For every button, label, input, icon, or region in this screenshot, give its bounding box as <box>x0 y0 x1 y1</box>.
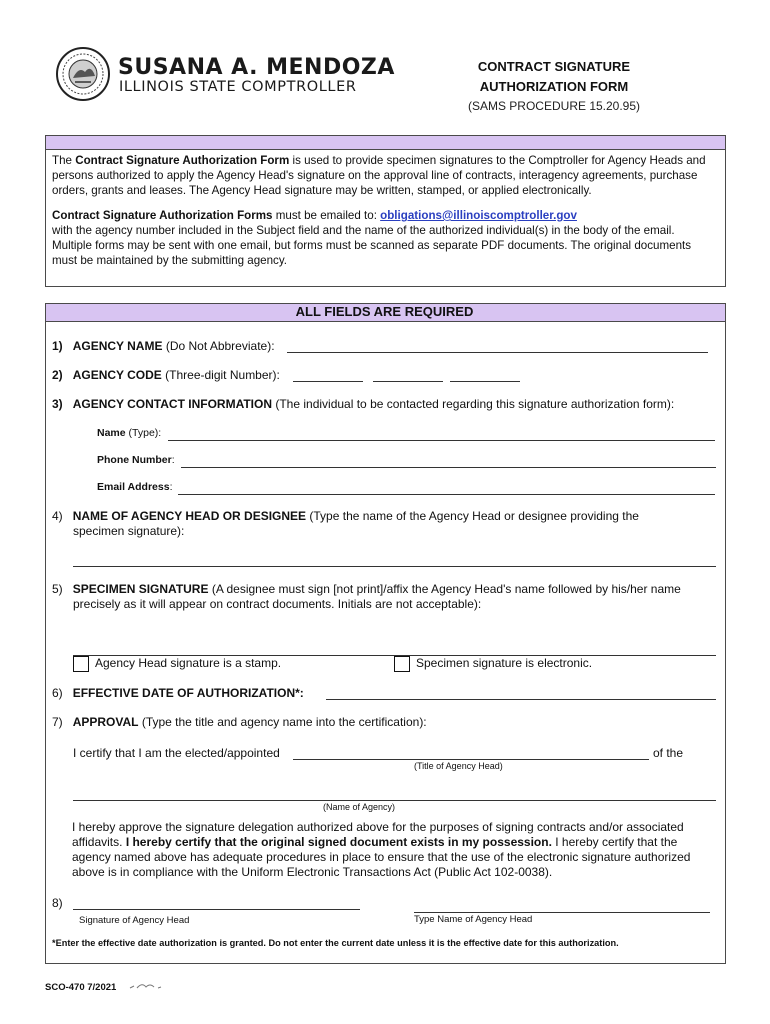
agency-head-name-field[interactable] <box>73 552 716 567</box>
agency-code-field-2[interactable] <box>373 365 443 382</box>
type-name-caption: Type Name of Agency Head <box>414 914 533 925</box>
certify-tail: of the <box>653 746 684 760</box>
q1-label: 1) AGENCY NAME (Do Not Abbreviate): <box>52 339 275 353</box>
contact-email-field[interactable] <box>178 478 715 495</box>
comptroller-office: ILLINOIS STATE COMPTROLLER <box>119 79 357 95</box>
agency-head-signature-field[interactable] <box>73 895 360 910</box>
contact-phone-field[interactable] <box>181 451 716 468</box>
electronic-checkbox[interactable] <box>394 656 410 672</box>
stamp-option: Agency Head signature is a stamp. <box>73 656 281 672</box>
contact-name-field[interactable] <box>168 424 715 441</box>
q4-label: 4) NAME OF AGENCY HEAD OR DESIGNEE (Type the name of the Agency Head or designee providing the <box>52 509 639 523</box>
form-id: SCO-470 7/2021 <box>45 982 117 993</box>
email-link[interactable]: obligations@illinoiscomptroller.gov <box>380 209 577 222</box>
agency-code-field-3[interactable] <box>450 365 520 382</box>
agency-name-cert-field[interactable] <box>73 786 716 801</box>
q2-label: 2) AGENCY CODE (Three-digit Number): <box>52 368 280 382</box>
intro-text: The Contract Signature Authorization Form is used to provide specimen signatures to the Comptroller for Agency Heads and persons authorized to apply the Agency Head's signature on the approval line of contracts, interagency agreements, purchase orders, grants and leases. The Agency Head signature may be written, stamped, or applied electronically. Contract Signature Authorization Forms must be emailed to: obligations@illinoiscomptroller.gov with the agency number included in the Subject field and the name of the authorized individual(s) in the body of the email. Multiple forms may be sent with one email, but forms must be scanned as separate PDF documents. The original documents must be maintained by the submitting agency. <box>52 154 706 267</box>
q7-label: 7) APPROVAL (Type the title and agency name into the certification): <box>52 715 427 729</box>
q4-label-line2: specimen signature): <box>73 524 185 538</box>
contact-phone-label: Phone Number: <box>97 454 175 466</box>
electronic-option: Specimen signature is electronic. <box>394 656 592 672</box>
agency-code-field-1[interactable] <box>293 365 363 382</box>
approval-statement: I hereby approve the signature delegation authorized above for the purposes of signing contracts and/or associated affidavits. I hereby certify that the original signed document exists in my possession. I hereby certify that the agency named above has adequate procedures in place to ensure that the use of the electronic signature authorized above is in compliance with the Uniform Electronic Transactions Act (Public Act 102-0038). <box>72 820 691 879</box>
title-caption: (Title of Agency Head) <box>414 761 503 771</box>
footnote: *Enter the effective date authorization is granted. Do not enter the current date unless it is the effective date for this authorization. <box>52 938 619 948</box>
q5-label: 5) SPECIMEN SIGNATURE (A designee must sign [not print]/affix the Agency Head's name followed by his/her name <box>52 582 681 596</box>
q8-label: 8) <box>52 896 63 910</box>
q5-label-line2: precisely as it will appear on contract documents. Initials are not acceptable): <box>73 597 482 611</box>
comptroller-name: SUSANA A. MENDOZA <box>118 55 395 80</box>
agency-caption: (Name of Agency) <box>323 802 396 812</box>
certify-lead: I certify that I am the elected/appointed <box>73 746 280 760</box>
stamp-checkbox[interactable] <box>73 656 89 672</box>
agency-head-title-field[interactable] <box>293 743 649 760</box>
q3-label: 3) AGENCY CONTACT INFORMATION (The individual to be contacted regarding this signature authorization form): <box>52 397 675 411</box>
contact-email-label: Email Address: <box>97 481 173 493</box>
footer-mark-icon <box>128 980 164 992</box>
agency-head-typed-name-field[interactable] <box>414 898 710 913</box>
q6-label: 6) EFFECTIVE DATE OF AUTHORIZATION*: <box>52 686 304 700</box>
signature-caption: Signature of Agency Head <box>79 915 190 926</box>
form-title-line2: AUTHORIZATION FORM <box>479 79 629 94</box>
state-seal-icon <box>55 46 111 102</box>
contact-name-label: Name (Type): <box>97 427 162 439</box>
agency-name-field[interactable] <box>287 336 708 353</box>
effective-date-field[interactable] <box>326 683 716 700</box>
required-title: ALL FIELDS ARE REQUIRED <box>295 304 474 319</box>
form-procedure: (SAMS PROCEDURE 15.20.95) <box>467 99 641 113</box>
form-title-line1: CONTRACT SIGNATURE <box>477 59 631 74</box>
specimen-signature-field[interactable] <box>73 635 716 656</box>
